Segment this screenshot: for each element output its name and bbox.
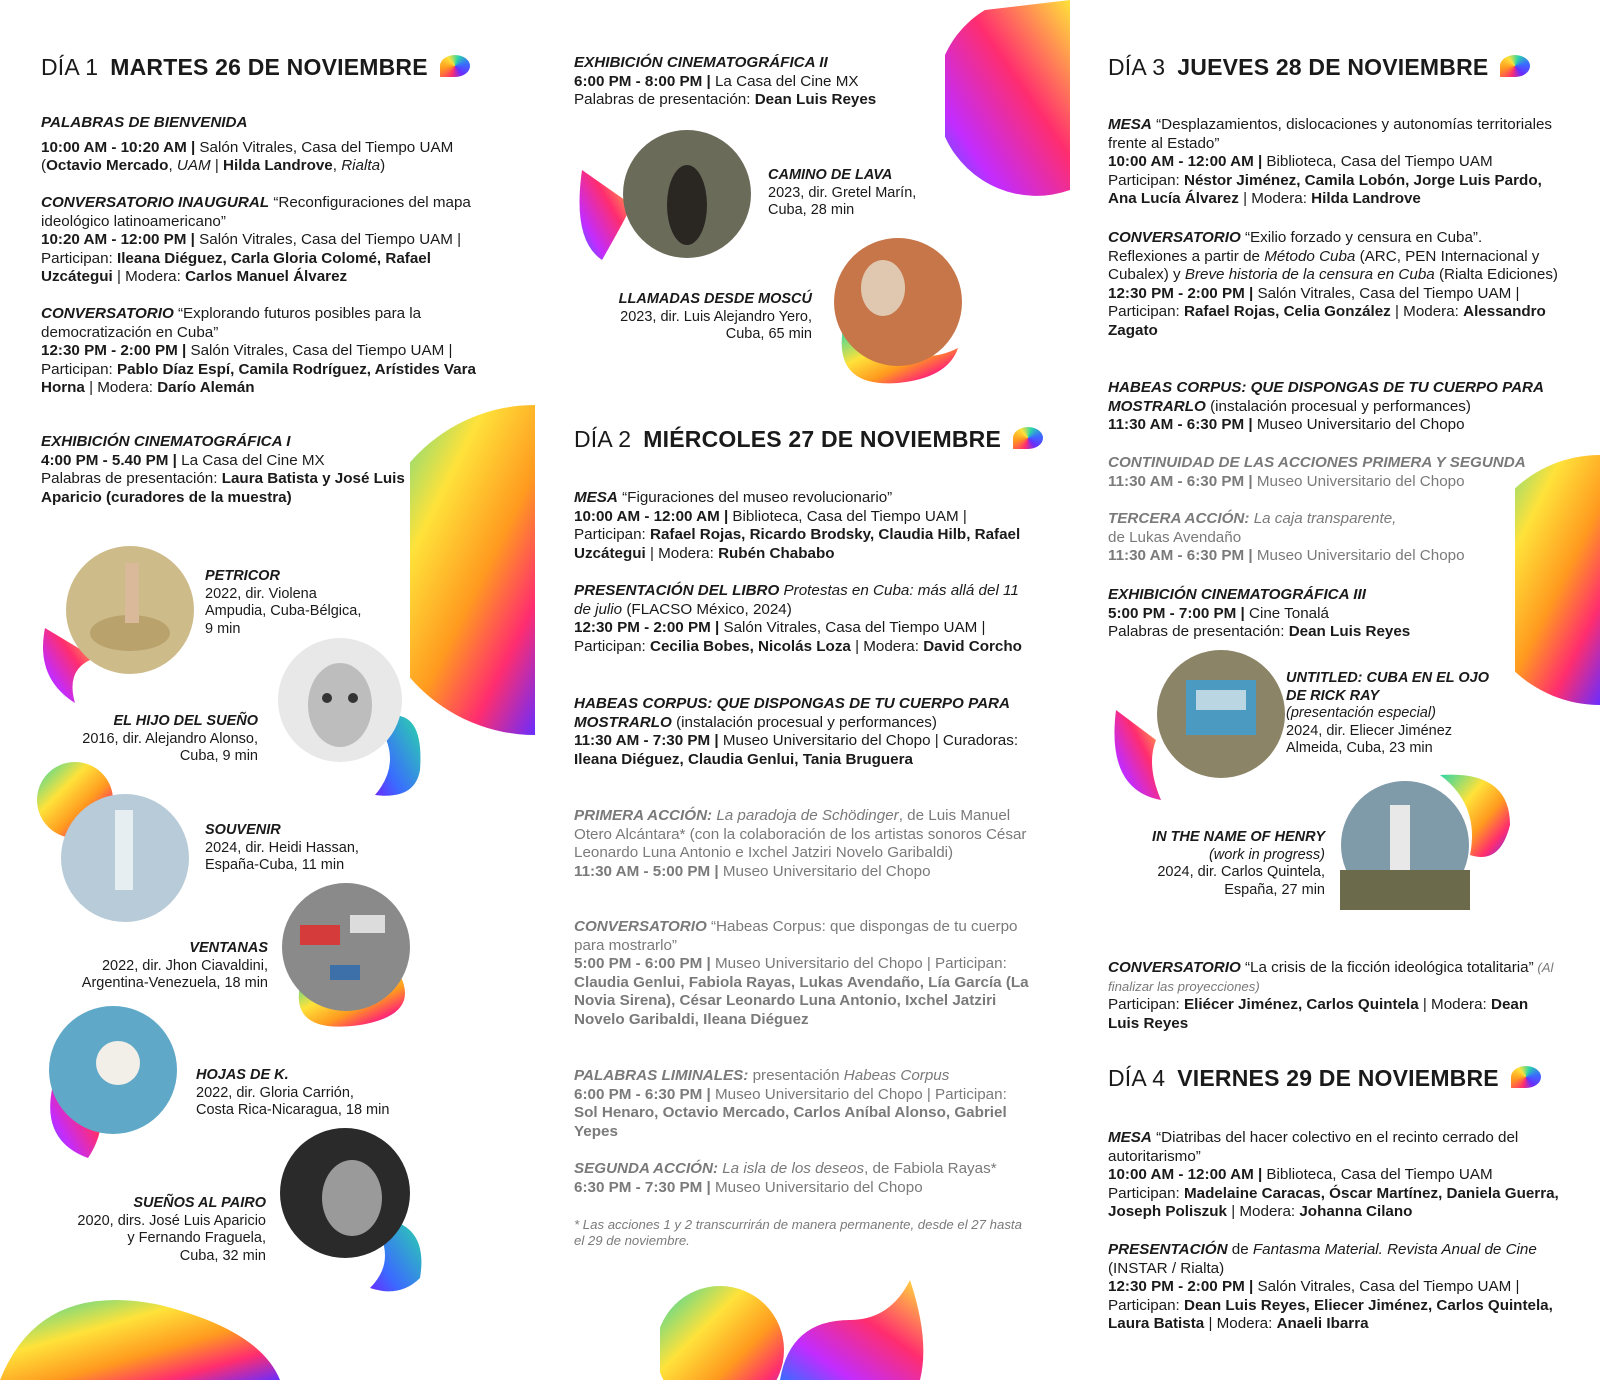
film-info: 2022, dir. Gloria Carrión, bbox=[196, 1084, 354, 1101]
event-desc: “Explorando futuros posibles para la democratización en Cuba” bbox=[41, 305, 422, 341]
book-title: Método Cuba bbox=[1264, 247, 1356, 265]
film-camino-de-lava bbox=[768, 167, 916, 220]
participants: Madelaine Caracas, Óscar Martínez, Daniela Guerra, Joseph Poliszuk bbox=[1108, 1184, 1559, 1221]
event-place: Biblioteca, Casa del Tiempo UAM | Participan: bbox=[574, 507, 967, 544]
event-presentacion-fantasma bbox=[1108, 1241, 1563, 1334]
event-desc: “Figuraciones del museo revolucionario” bbox=[617, 489, 893, 506]
event-desc: “Diatribas del hacer colectivo en el recinto cerrado del autoritarismo” bbox=[1108, 1129, 1519, 1165]
mod-label: | Modera: bbox=[850, 637, 924, 655]
event-primera-accion bbox=[574, 807, 1034, 881]
event-place: Salón Vitrales, Casa del Tiempo UAM | Participan: bbox=[41, 231, 462, 267]
gradient-blob-bottom-left bbox=[0, 1300, 280, 1380]
event-time: 6:00 PM - 8:00 PM | bbox=[574, 72, 711, 90]
event-time: 12:30 PM - 2:00 PM | bbox=[574, 619, 720, 637]
footnote: * Las acciones 1 y 2 transcurrirán de manera permanente, desde el 27 hasta el 29 de noviembre. bbox=[574, 1217, 1022, 1248]
day-4-heading bbox=[1108, 1065, 1541, 1092]
film-title: CAMINO DE LAVA bbox=[768, 167, 893, 183]
event-desc: , de Fabiola Rayas* bbox=[864, 1160, 997, 1177]
gradient-blob-top-center bbox=[945, 0, 1070, 200]
participants: Eliécer Jiménez, Carlos Quintela bbox=[1183, 996, 1419, 1014]
film-still-in-the-name-of-henry bbox=[1340, 775, 1510, 915]
presenters-label: Palabras de presentación: bbox=[41, 470, 222, 488]
film-ventanas bbox=[40, 940, 268, 993]
event-desc: “Reconfiguraciones del mapa ideológico latinoamericano” bbox=[41, 194, 471, 230]
moderator: Darío Alemán bbox=[157, 379, 255, 397]
presenter: Dean Luis Reyes bbox=[1288, 623, 1411, 641]
event-time: 5:00 PM - 7:00 PM | bbox=[1108, 604, 1245, 622]
event-mesa-day4 bbox=[1108, 1129, 1563, 1222]
event-place: La Casa del Cine MX bbox=[710, 72, 859, 90]
publisher: (INSTAR / Rialta) bbox=[1108, 1259, 1225, 1277]
film-info: 2024, dir. Heidi Hassan, bbox=[205, 839, 359, 856]
event-conversatorio-day2 bbox=[574, 918, 1034, 1030]
event-title: CONVERSATORIO bbox=[574, 918, 707, 935]
film-still-ventanas bbox=[280, 885, 420, 1035]
event-title: SEGUNDA ACCIÓN: bbox=[574, 1160, 718, 1177]
film-title: EL HIJO DEL SUEÑO bbox=[113, 713, 258, 729]
event-conversatorio-exilio bbox=[1108, 229, 1563, 341]
event-time: 11:30 AM - 7:30 PM | bbox=[574, 732, 719, 750]
event-mesa-day3 bbox=[1108, 116, 1563, 209]
participants: Sol Henaro, Octavio Mercado, Carlos Aníbal Alonso, Gabriel Yepes bbox=[574, 1104, 1007, 1140]
work-title: La isla de los deseos bbox=[718, 1160, 865, 1177]
event-title: EXHIBICIÓN CINEMATOGRÁFICA II bbox=[574, 54, 828, 71]
mod-label: | Modera: bbox=[112, 268, 186, 286]
event-time: 11:30 AM - 6:30 PM | bbox=[1108, 547, 1253, 565]
mod-label: | Modera: bbox=[1227, 1203, 1300, 1221]
film-title: UNTITLED: CUBA EN EL OJO bbox=[1286, 670, 1490, 686]
event-place: Cine Tonalá bbox=[1244, 604, 1329, 622]
film-still-hojas-de-k bbox=[38, 1008, 198, 1168]
event-desc: (ARC, PEN Internacional y Cubalex) y bbox=[1108, 247, 1540, 284]
moderator: Carlos Manuel Álvarez bbox=[185, 268, 348, 286]
moderator: Johanna Cilano bbox=[1299, 1203, 1413, 1221]
moderator: Anaeli Ibarra bbox=[1276, 1315, 1369, 1333]
event-place: Museo Universitario del Chopo bbox=[718, 862, 931, 880]
event-place: Salón Vitrales, Casa del Tiempo UAM | Participan: bbox=[41, 342, 453, 378]
curators: Ileana Diéguez, Claudia Genlui, Tania Bruguera bbox=[574, 750, 913, 768]
event-place: Salón Vitrales, Casa del Tiempo UAM | Participan: bbox=[1108, 284, 1520, 321]
org: Rialta bbox=[341, 157, 381, 175]
event-time: 10:00 AM - 12:00 AM | bbox=[574, 507, 729, 525]
event-conversatorio-futuros bbox=[41, 305, 496, 398]
event-desc: “Exilio forzado y censura en Cuba”. Reflexiones a partir de bbox=[1108, 229, 1483, 265]
moderator: Rubén Chababo bbox=[718, 544, 835, 562]
event-place: Salón Vitrales, Casa del Tiempo UAM | Participan: bbox=[574, 619, 986, 655]
event-exhibicion-3 bbox=[1108, 586, 1563, 642]
gradient-blob-right-mid bbox=[1515, 455, 1600, 705]
event-desc: , de Luis Manuel Otero Alcántara* (con la colaboración de los artistas sonoros César Leonardo Luna Antonio e Ixchel Jatziri Novelo Garibaldi) bbox=[574, 807, 1027, 862]
moderator: Alessandro Zagato bbox=[1108, 303, 1546, 339]
event-title: MESA bbox=[1108, 1129, 1152, 1146]
day-1-heading bbox=[41, 54, 470, 81]
event-time: 12:30 PM - 2:00 PM | bbox=[1108, 284, 1254, 302]
event-title: CONVERSATORIO bbox=[41, 305, 174, 322]
event-presentacion-libro bbox=[574, 582, 1034, 656]
event-place: Salón Vitrales, Casa del Tiempo UAM bbox=[195, 138, 454, 156]
event-habeas-corpus-day2 bbox=[574, 695, 1034, 769]
publisher: (FLACSO México, 2024) bbox=[622, 600, 792, 618]
event-place: La Casa del Cine MX bbox=[176, 451, 325, 469]
event-time: 6:00 PM - 6:30 PM | bbox=[574, 1085, 711, 1103]
participants: Dean Luis Reyes, Eliecer Jiménez, Carlos Quintela, Laura Batista bbox=[1108, 1296, 1553, 1333]
work-title: La caja transparente, bbox=[1249, 510, 1397, 527]
event-continuidad bbox=[1108, 454, 1563, 491]
day-2-heading bbox=[574, 426, 1043, 453]
film-info: Argentina-Venezuela, 18 min bbox=[81, 975, 268, 991]
mod-label: | Modera: bbox=[1390, 303, 1464, 321]
event-desc: de Lukas Avendaño bbox=[1108, 528, 1242, 546]
moderator: Hilda Landrove bbox=[1311, 190, 1421, 208]
mod-label: | Modera: bbox=[1238, 190, 1312, 208]
gradient-blob-bottom-center bbox=[660, 1280, 950, 1380]
mod-label: | Modera: bbox=[645, 544, 719, 562]
film-title: HOJAS DE K. bbox=[196, 1067, 289, 1083]
event-place: Museo Universitario del Chopo bbox=[1252, 472, 1465, 490]
film-info: 2023, dir. Luis Alejandro Yero, bbox=[620, 308, 812, 325]
film-still-camino-de-lava bbox=[572, 130, 752, 270]
book-title: Breve historia de la censura en Cuba bbox=[1184, 266, 1435, 284]
day-label: DÍA 4 bbox=[1108, 1065, 1166, 1091]
film-info: Cuba, 9 min bbox=[179, 748, 258, 764]
event-place: Museo Universitario del Chopo bbox=[710, 1178, 923, 1196]
event-time: 10:00 AM - 12:00 AM | bbox=[1108, 153, 1263, 171]
event-place: Museo Universitario del Chopo bbox=[1252, 416, 1465, 434]
film-info: Costa Rica-Nicaragua, 18 min bbox=[196, 1102, 390, 1118]
participants-label: Participan: bbox=[1108, 996, 1184, 1014]
event-conversatorio-inaugural bbox=[41, 194, 496, 287]
event-exhibicion-1 bbox=[41, 433, 421, 507]
film-info: Almeida, Cuba, 23 min bbox=[1286, 740, 1433, 756]
participants: Rafael Rojas, Celia González bbox=[1183, 303, 1391, 321]
film-title: PETRICOR bbox=[205, 568, 280, 584]
event-time: 5:00 PM - 6:00 PM | bbox=[574, 955, 711, 973]
event-title: PRIMERA ACCIÓN: bbox=[574, 807, 713, 824]
event-title: PALABRAS DE BIENVENIDA bbox=[41, 114, 248, 131]
event-desc: “La crisis de la ficción ideológica totalitaria” bbox=[1240, 959, 1534, 976]
event-place: Biblioteca, Casa del Tiempo UAM bbox=[1262, 1166, 1493, 1184]
event-tercera-accion bbox=[1108, 510, 1563, 566]
event-note: (Al finalizar las proyecciones) bbox=[1108, 960, 1554, 994]
presenters: Laura Batista y José Luis Aparicio (curadores de la muestra) bbox=[41, 470, 405, 506]
event-title: MESA bbox=[574, 489, 618, 506]
paren: ) bbox=[380, 157, 386, 175]
event-title: EXHIBICIÓN CINEMATOGRÁFICA III bbox=[1108, 586, 1366, 603]
event-time: 12:30 PM - 2:00 PM | bbox=[41, 342, 187, 360]
film-info: 9 min bbox=[205, 620, 241, 637]
film-info: 2022, dir. Violena bbox=[205, 585, 317, 602]
film-info: Cuba, 32 min bbox=[179, 1247, 266, 1264]
day-label: DÍA 2 bbox=[574, 426, 632, 452]
film-petricor bbox=[205, 568, 361, 638]
film-still-petricor bbox=[35, 548, 195, 708]
event-conversatorio-crisis bbox=[1108, 959, 1563, 1033]
event-time: 11:30 AM - 5:00 PM | bbox=[574, 862, 719, 880]
event-time: 6:30 PM - 7:30 PM | bbox=[574, 1178, 711, 1196]
gradient-blob-left-mid bbox=[410, 405, 535, 735]
presenters-label: Palabras de presentación: bbox=[1108, 623, 1289, 641]
event-desc: “Habeas Corpus: que dispongas de tu cuerpo para mostrarlo” bbox=[574, 918, 1018, 954]
participant: Octavio Mercado bbox=[46, 157, 169, 175]
film-still-untitled-cuba bbox=[1106, 650, 1286, 810]
speech-bubble-icon bbox=[1511, 1066, 1541, 1088]
film-note: (presentación especial) bbox=[1286, 705, 1436, 721]
event-desc: (instalación procesual y performances) bbox=[1205, 397, 1471, 415]
participants-label: Participan: bbox=[1108, 1184, 1184, 1202]
event-place: Salón Vitrales, Casa del Tiempo UAM | Participan: bbox=[1108, 1278, 1520, 1314]
sep: | bbox=[210, 157, 224, 175]
event-place: Museo Universitario del Chopo | Curadoras: bbox=[718, 732, 1019, 750]
mod-label: | Modera: bbox=[84, 379, 158, 397]
event-title: PALABRAS LIMINALES: bbox=[574, 1067, 749, 1084]
event-title: HABEAS CORPUS: QUE DISPONGAS DE TU CUERPO PARA MOSTRARLO bbox=[1108, 379, 1544, 415]
film-info: Ampudia, Cuba-Bélgica, bbox=[205, 603, 362, 619]
event-palabras-liminales bbox=[574, 1067, 1034, 1141]
participants: Néstor Jiménez, Camila Lobón, Jorge Luis Pardo, Ana Lucía Álvarez bbox=[1108, 171, 1542, 208]
event-time: 4:00 PM - 5.40 PM | bbox=[41, 451, 177, 469]
film-title: IN THE NAME OF HENRY bbox=[1152, 829, 1325, 845]
event-title: CONVERSATORIO bbox=[1108, 229, 1241, 246]
work-title: Fantasma Material. Revista Anual de Cine bbox=[1252, 1241, 1537, 1258]
event-exhibicion-2 bbox=[574, 54, 934, 110]
film-in-the-name-of-henry bbox=[1110, 829, 1325, 899]
work-title: La paradoja de Schödinger bbox=[712, 807, 899, 824]
mod-label: | Modera: bbox=[1418, 996, 1491, 1014]
presenters-label: Palabras de presentación: bbox=[574, 91, 755, 109]
film-info: Cuba, 65 min bbox=[725, 326, 812, 342]
event-place: Museo Universitario del Chopo | Participan: bbox=[710, 955, 1007, 973]
film-info: España, 27 min bbox=[1224, 881, 1325, 898]
event-title: PRESENTACIÓN DEL LIBRO bbox=[574, 582, 780, 599]
event-time: 11:30 AM - 6:30 PM | bbox=[1108, 416, 1253, 434]
film-info: España-Cuba, 11 min bbox=[205, 857, 345, 873]
film-still-llamadas-desde-moscu bbox=[828, 238, 978, 398]
film-info: y Fernando Fraguela, bbox=[127, 1230, 266, 1246]
event-time: 10:00 AM - 10:20 AM | bbox=[41, 138, 196, 156]
event-title: PRESENTACIÓN bbox=[1108, 1241, 1228, 1258]
book-title: Protestas en Cuba: más allá del 11 de julio bbox=[574, 582, 1019, 618]
event-desc: de bbox=[1227, 1241, 1253, 1258]
day-date: MIÉRCOLES 27 DE NOVIEMBRE bbox=[643, 426, 1001, 452]
presenter: Dean Luis Reyes bbox=[754, 91, 877, 109]
mod-label: | Modera: bbox=[1204, 1315, 1277, 1333]
film-title: DE RICK RAY bbox=[1286, 687, 1380, 704]
event-desc: (instalación procesual y performances) bbox=[671, 713, 937, 731]
participants: Cecilia Bobes, Nicolás Loza bbox=[649, 637, 851, 655]
event-desc: “Desplazamientos, dislocaciones y autonomías territoriales frente al Estado” bbox=[1108, 116, 1553, 152]
film-info: 2024, dir. Eliecer Jiménez bbox=[1286, 722, 1453, 739]
day-date: MARTES 26 DE NOVIEMBRE bbox=[110, 54, 428, 80]
paren: ( bbox=[41, 157, 47, 175]
moderator: David Corcho bbox=[923, 637, 1022, 655]
event-title: CONVERSATORIO bbox=[1108, 959, 1241, 976]
event-habeas-corpus-day3 bbox=[1108, 379, 1563, 435]
event-time: 11:30 AM - 6:30 PM | bbox=[1108, 472, 1253, 490]
participants: Pablo Díaz Espí, Camila Rodríguez, Arístides Vara Horna bbox=[41, 360, 476, 397]
event-title: HABEAS CORPUS: QUE DISPONGAS DE TU CUERPO PARA MOSTRARLO bbox=[574, 695, 1010, 731]
event-time: 10:00 AM - 12:00 AM | bbox=[1108, 1166, 1263, 1184]
film-note: (work in progress) bbox=[1208, 846, 1325, 863]
event-title: EXHIBICIÓN CINEMATOGRÁFICA I bbox=[41, 433, 291, 450]
day-label: DÍA 3 bbox=[1108, 54, 1166, 80]
speech-bubble-icon bbox=[1013, 427, 1043, 449]
event-desc: presentación bbox=[748, 1067, 844, 1084]
moderator: Dean Luis Reyes bbox=[1108, 996, 1529, 1032]
event-time: 12:30 PM - 2:00 PM | bbox=[1108, 1278, 1254, 1296]
film-title: VENTANAS bbox=[189, 940, 268, 956]
day-date: VIERNES 29 DE NOVIEMBRE bbox=[1177, 1065, 1499, 1091]
event-bienvenida: PALABRAS DE BIENVENIDA 10:00 AM - 10:20 AM | Salón Vitrales, Casa del Tiempo UAM (Octavio Mercado, UAM | Hilda Landrove, Rialta) bbox=[41, 114, 511, 176]
film-info: 2016, dir. Alejandro Alonso, bbox=[82, 730, 258, 747]
day-label: DÍA 1 bbox=[41, 54, 99, 80]
event-title: CONTINUIDAD DE LAS ACCIONES PRIMERA Y SEGUNDA bbox=[1108, 454, 1526, 471]
event-place: Museo Universitario del Chopo bbox=[1252, 547, 1465, 565]
speech-bubble-icon bbox=[440, 55, 470, 77]
participants-label: Participan: bbox=[1108, 171, 1184, 189]
film-el-hijo-del-sueno bbox=[40, 713, 258, 766]
film-still-souvenir bbox=[35, 765, 195, 925]
event-title: CONVERSATORIO INAUGURAL bbox=[41, 194, 270, 211]
film-info: 2024, dir. Carlos Quintela, bbox=[1157, 864, 1325, 880]
film-untitled-cuba bbox=[1286, 670, 1489, 758]
event-time: 10:20 AM - 12:00 PM | bbox=[41, 231, 195, 249]
film-still-suenos-al-pairo bbox=[280, 1128, 430, 1298]
event-segunda-accion bbox=[574, 1160, 1044, 1197]
day-3-heading bbox=[1108, 54, 1530, 81]
speech-bubble-icon bbox=[1500, 55, 1530, 77]
work-title: Habeas Corpus bbox=[843, 1067, 950, 1084]
event-place: Museo Universitario del Chopo | Participan: bbox=[710, 1085, 1007, 1103]
film-info: 2023, dir. Gretel Marín, bbox=[768, 184, 917, 201]
participants: Claudia Genlui, Fabiola Rayas, Lukas Avendaño, Lía García (La Novia Sirena), César Leonardo Luna Antonio, Ixchel Jatziri Novelo Garibaldi, Ileana Diéguez bbox=[574, 973, 1029, 1028]
film-suenos-al-pairo bbox=[40, 1195, 266, 1265]
participants: Ileana Diéguez, Carla Gloria Colomé, Rafael Uzcátegui bbox=[41, 249, 431, 286]
event-title: TERCERA ACCIÓN: bbox=[1108, 510, 1250, 527]
event-place: Biblioteca, Casa del Tiempo UAM bbox=[1262, 153, 1493, 171]
event-title: MESA bbox=[1108, 116, 1152, 133]
film-souvenir bbox=[205, 822, 359, 875]
event-desc: (Rialta Ediciones) bbox=[1434, 266, 1558, 284]
film-info: 2022, dir. Jhon Ciavaldini, bbox=[101, 957, 268, 974]
film-info: 2020, dirs. José Luis Aparicio bbox=[77, 1212, 266, 1229]
participant: Hilda Landrove bbox=[223, 157, 333, 175]
film-hojas-de-k bbox=[196, 1067, 389, 1120]
film-title: LLAMADAS DESDE MOSCÚ bbox=[618, 291, 812, 307]
film-title: SUEÑOS AL PAIRO bbox=[133, 1195, 266, 1211]
film-title: SOUVENIR bbox=[205, 822, 281, 838]
participants: Rafael Rojas, Ricardo Brodsky, Claudia Hilb, Rafael Uzcátegui bbox=[574, 526, 1021, 562]
day-date: JUEVES 28 DE NOVIEMBRE bbox=[1177, 54, 1489, 80]
film-still-el-hijo-del-sueno bbox=[275, 640, 435, 800]
film-info: Cuba, 28 min bbox=[768, 202, 855, 218]
film-llamadas-desde-moscu bbox=[580, 291, 812, 344]
org: UAM bbox=[176, 157, 211, 175]
event-mesa-day2 bbox=[574, 489, 1034, 563]
